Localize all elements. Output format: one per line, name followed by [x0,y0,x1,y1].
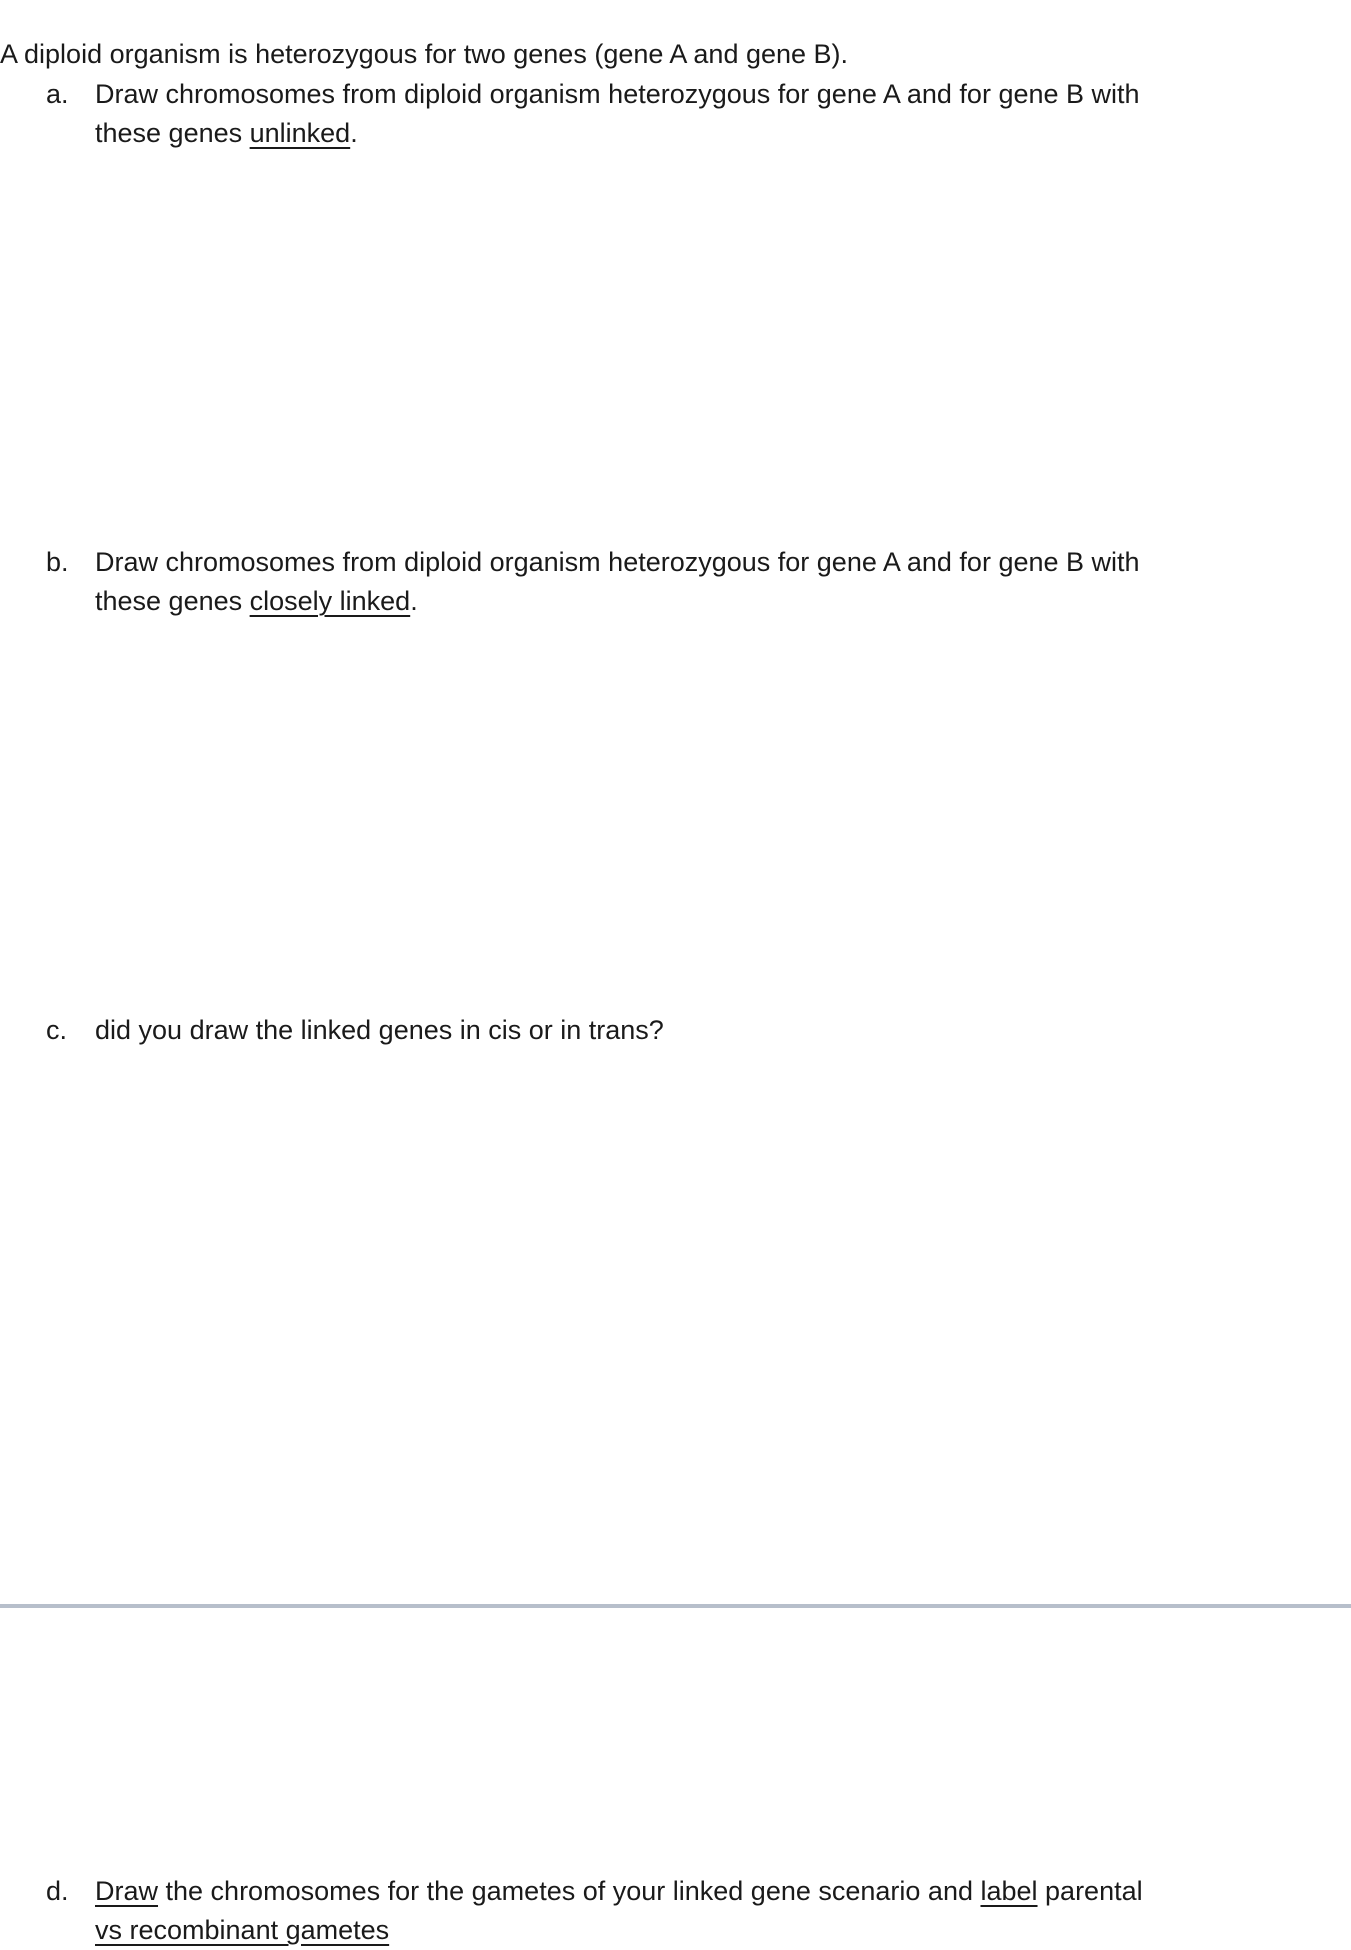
question-d-text-line1 [95,1871,1143,1911]
question-d-ending-text: parental [1037,1876,1143,1906]
question-c-marker: c. [46,1015,68,1045]
question-d-marker: d. [46,1876,69,1906]
question-b-text-line1: Draw chromosomes from diploid organism heterozygous for gene A and for gene B with [95,547,1140,577]
question-a-period: . [350,118,358,148]
question-d-keyword-draw: Draw [95,1876,159,1906]
question-b-period: . [410,586,418,616]
question-a-prefix: these genes [95,118,250,148]
question-b-keyword-closely-linked: closely linked [249,586,411,616]
question-a-text-line1: Draw chromosomes from diploid organism heterozygous for gene A and for gene B with [95,79,1140,109]
question-d-text-line2: vs recombinant gametes [95,1915,390,1945]
page-break-divider [0,1604,1351,1608]
intro-text: A diploid organism is heterozygous for two genes (gene A and gene B). [0,39,849,69]
question-b-marker: b. [46,547,69,577]
question-b-prefix: these genes [95,586,250,616]
question-a-text-line2 [95,113,358,153]
question-a-keyword-unlinked: unlinked [249,118,351,148]
question-b-text-line2 [95,581,418,621]
question-d-keyword-label: label [980,1876,1038,1906]
question-c-text: did you draw the linked genes in cis or in trans? [95,1015,664,1045]
question-a-marker: a. [46,79,69,109]
question-d-middle-text: the chromosomes for the gametes of your linked gene scenario and [158,1876,981,1906]
